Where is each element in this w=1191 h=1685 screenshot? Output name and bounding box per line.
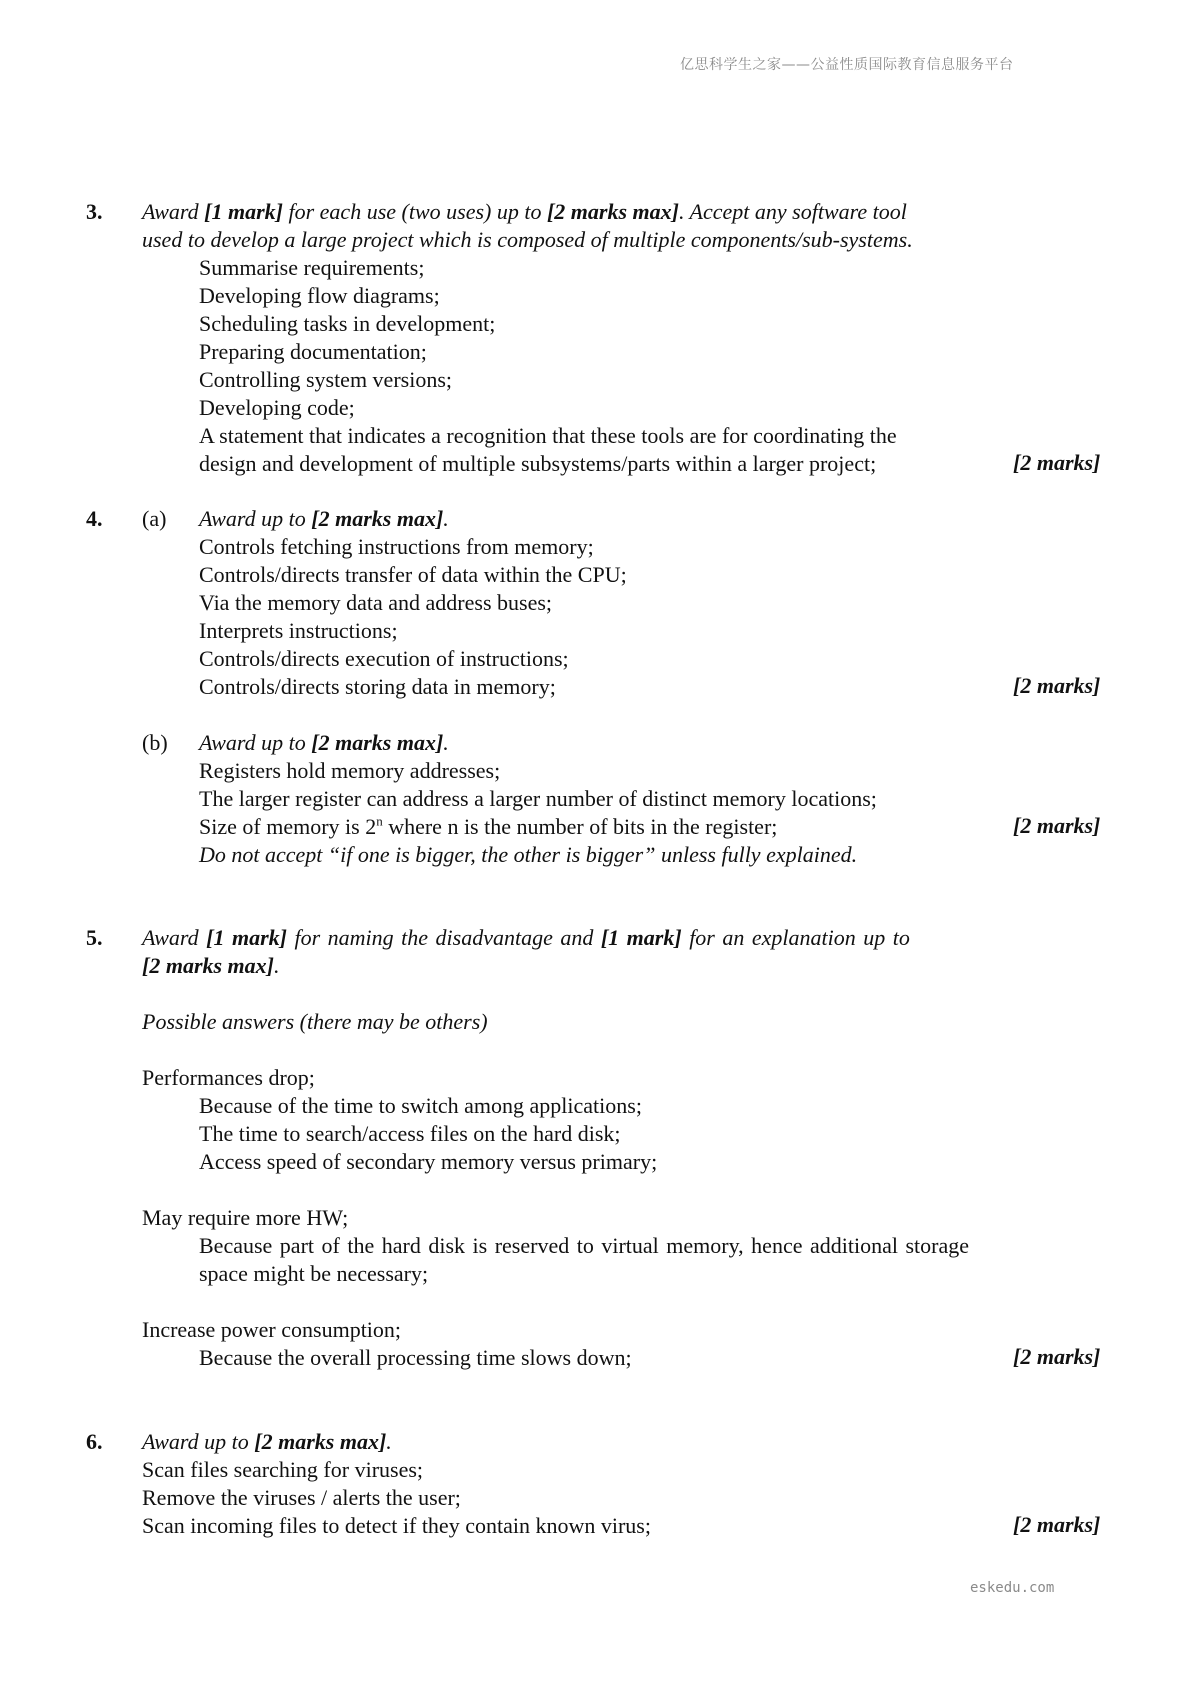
q4b-award-instruction: Award up to [2 marks max]. — [199, 730, 449, 755]
q6-award-instruction: Award up to [2 marks max]. — [142, 1429, 392, 1454]
q5-answer-item: Because of the time to switch among applications; — [199, 1093, 642, 1118]
q4a-award-instruction: Award up to [2 marks max]. — [199, 506, 449, 531]
q5-award-instruction-line2: [2 marks max]. — [142, 953, 280, 978]
q3-answer-item: Developing flow diagrams; — [199, 283, 440, 308]
q3-answer-item: Summarise requirements; — [199, 255, 425, 280]
q6-answer-item: Scan incoming files to detect if they contain known virus; — [142, 1513, 651, 1538]
q5-answer-heading: Performances drop; — [142, 1065, 315, 1090]
q4b-note: Do not accept “if one is bigger, the other is bigger” unless fully explained. — [199, 842, 858, 867]
q4a-answer-item: Controls fetching instructions from memory; — [199, 534, 594, 559]
question-3-number: 3. — [86, 199, 103, 224]
question-4-number: 4. — [86, 506, 103, 531]
q5-possible-answers: Possible answers (there may be others) — [142, 1009, 488, 1034]
q4a-label: (a) — [142, 506, 167, 531]
q4b-answer-item: The larger register can address a larger number of distinct memory locations; — [199, 786, 877, 811]
q3-award-instruction-line2: used to develop a large project which is composed of multiple components/sub-systems. — [142, 227, 913, 252]
q4b-memory-size-item: Size of memory is 2$^n$ where n is the number of bits in the register; — [199, 813, 778, 839]
q3-answer-item: A statement that indicates a recognition that these tools are for coordinating the — [199, 423, 897, 448]
q3-answer-item: Preparing documentation; — [199, 339, 427, 364]
q5-answer-item: Access speed of secondary memory versus primary; — [199, 1149, 658, 1174]
q5-answer-item: Because part of the hard disk is reserved to virtual memory, hence additional storage space might be necessary; — [199, 1233, 969, 1286]
question-5-number: 5. — [86, 925, 103, 950]
page-footer: eskedu.com — [970, 1580, 1055, 1596]
q4a-marks: [2 marks] — [1013, 673, 1101, 698]
q5-answer-heading: May require more HW; — [142, 1205, 349, 1230]
q6-answer-item: Remove the viruses / alerts the user; — [142, 1485, 461, 1510]
q4a-answer-item: Controls/directs transfer of data within the CPU; — [199, 562, 627, 587]
q3-answer-item: Scheduling tasks in development; — [199, 311, 496, 336]
q5-answer-item: Because the overall processing time slows down; — [199, 1345, 632, 1370]
q5-marks: [2 marks] — [1013, 1344, 1101, 1369]
q3-answer-item: Controlling system versions; — [199, 367, 452, 392]
q3-marks: [2 marks] — [1013, 450, 1101, 475]
question-6-number: 6. — [86, 1429, 103, 1454]
q4b-label: (b) — [142, 730, 168, 755]
q3-answer-item: Developing code; — [199, 395, 355, 420]
q5-answer-item: The time to search/access files on the hard disk; — [199, 1121, 621, 1146]
q5-award-instruction: Award [1 mark] for naming the disadvantage and [1 mark] for an explanation up to — [142, 925, 910, 950]
q3-answer-item: design and development of multiple subsystems/parts within a larger project; — [199, 451, 877, 476]
q6-answer-item: Scan files searching for viruses; — [142, 1457, 424, 1482]
q5-answer-heading: Increase power consumption; — [142, 1317, 402, 1342]
q6-marks: [2 marks] — [1013, 1512, 1101, 1537]
q4b-answer-item: Registers hold memory addresses; — [199, 758, 501, 783]
q4b-marks: [2 marks] — [1013, 813, 1101, 838]
q4a-answer-item: Interprets instructions; — [199, 618, 398, 643]
page-header: 亿思科学生之家——公益性质国际教育信息服务平台 — [680, 57, 1014, 73]
q4a-answer-item: Controls/directs execution of instructions; — [199, 646, 569, 671]
q4a-answer-item: Controls/directs storing data in memory; — [199, 674, 556, 699]
q3-award-instruction: Award [1 mark] for each use (two uses) up to [2 marks max]. Accept any software tool — [142, 199, 907, 224]
q4a-answer-item: Via the memory data and address buses; — [199, 590, 553, 615]
